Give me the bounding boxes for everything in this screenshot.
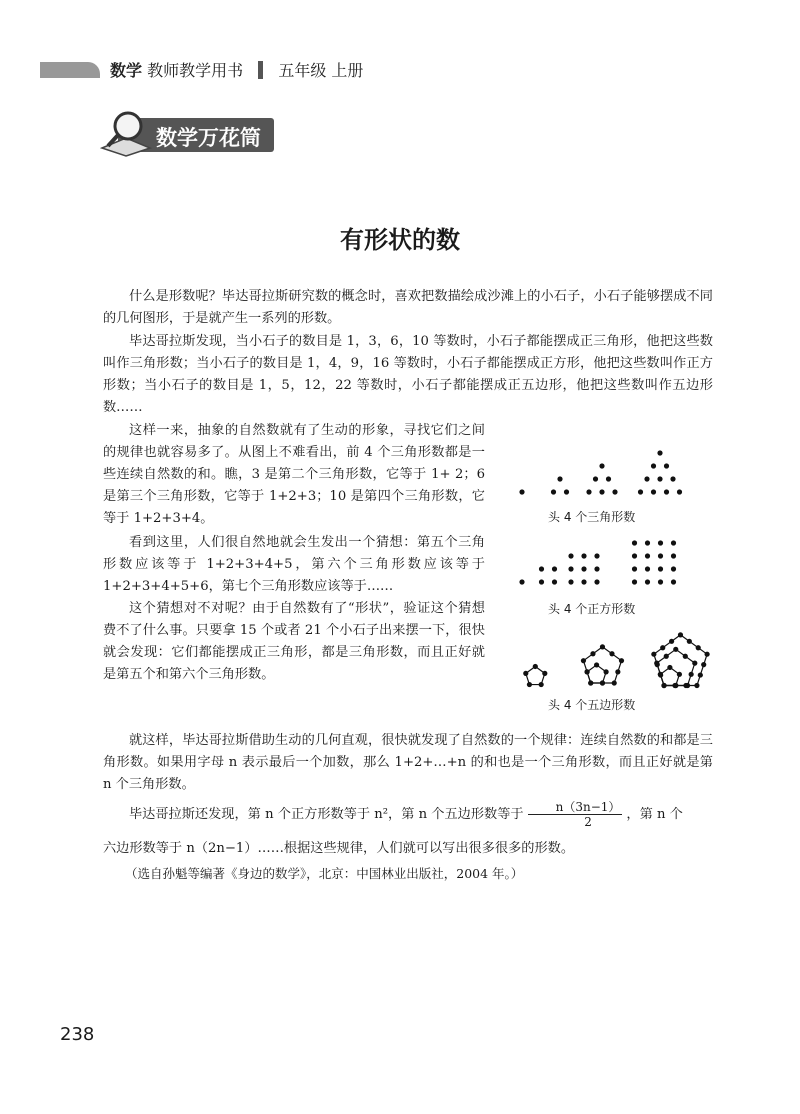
paragraph-6: 就这样，毕达哥拉斯借助生动的几何直观，很快就发现了自然数的一个规律：连续自然数的和都是三角形数。如果用字母 n 表示最后一个加数，那么 1+2+…+n 的和也是一个三角形数，而且正好就是第 n 个三角形数。 bbox=[103, 733, 713, 792]
pentagon-dot bbox=[612, 680, 617, 685]
triangle-dot bbox=[651, 489, 656, 494]
pentagon-dot bbox=[689, 672, 694, 677]
pentagon-dot bbox=[705, 652, 710, 657]
paragraph-7-part-c: 六边形数等于 n（2n−1）……根据这些规律，人们就可以写出很多很多的形数。 bbox=[103, 841, 575, 856]
paragraph-5: 这个猜想对不对呢？由于自然数有了“形状”，验证这个猜想费不了什么事。只要拿 15 个或者 21 个小石子出来摆一下，很快就会发现：它们都能摆成正三角形，都是三角形数，而且正好就是第五个和第六个三角形数。 bbox=[103, 601, 485, 682]
pentagon-numbers-group bbox=[523, 632, 710, 688]
paragraph-1: 什么是形数呢？毕达哥拉斯研究数的概念时，喜欢把数描绘成沙滩上的小石子，小石子能够摆成不同的几何图形，于是就产生一系列的形数。 bbox=[103, 289, 713, 326]
pentagon-dot bbox=[660, 645, 665, 650]
triangle-numbers-group bbox=[519, 450, 682, 494]
fraction-denominator: 2 bbox=[584, 815, 592, 829]
pentagon-formula-fraction bbox=[528, 800, 623, 829]
pentagon-dot bbox=[615, 669, 620, 674]
pentagon-dot bbox=[694, 683, 699, 688]
pentagon-dot bbox=[673, 647, 678, 652]
pentagon-dot bbox=[678, 632, 683, 637]
pentagon-dot bbox=[600, 680, 605, 685]
square-dot bbox=[581, 553, 586, 558]
square-dot bbox=[552, 566, 557, 571]
pentagon-dot bbox=[692, 661, 697, 666]
paragraph-7-part-a: 毕达哥拉斯还发现，第 n 个正方形数等于 n²，第 n 个五边形数等于 bbox=[129, 807, 524, 822]
paragraph-3: 这样一来，抽象的自然数就有了生动的形象，寻找它们之间的规律也就容易多了。从图上不难看出，前 4 个三角形数都是一些连续自然数的和。瞧，3 是第二个三角形数，它等于 1+ 2；6 是第三个三角形数，它等于 1+2+3；10 是第四个三角形数，它等于 1+2+3+4。 bbox=[103, 423, 485, 526]
square-dot bbox=[552, 579, 557, 584]
pentagon-dot bbox=[677, 672, 682, 677]
triangle-dot bbox=[657, 476, 662, 481]
square-dot bbox=[658, 553, 663, 558]
square-dot bbox=[645, 579, 650, 584]
square-dot bbox=[519, 579, 524, 584]
pentagon-dot bbox=[527, 682, 532, 687]
section-badge bbox=[98, 108, 278, 156]
paragraph-4: 看到这里，人们很自然地就会生发出一个猜想：第五个三角形数应该等于 1+2+3+4+5，第六个三角形数应该等于 1+2+3+4+5+6，第七个三角形数应该等于…… bbox=[103, 535, 485, 594]
pentagon-dot bbox=[604, 669, 609, 674]
pentagon-outline bbox=[583, 647, 621, 683]
square-dot bbox=[581, 579, 586, 584]
magnifier-book-icon bbox=[98, 108, 154, 158]
pentagon-dot bbox=[581, 658, 586, 663]
square-dot bbox=[658, 579, 663, 584]
header-subject: 数学 bbox=[110, 61, 143, 80]
paragraph-2: 毕达哥拉斯发现，当小石子的数目是 1，3，6，10 等数时，小石子都能摆成正三角形，他把这些数叫作三角形数；当小石子的数目是 1，4，9，16 等数时，小石子都能摆成正方形，他把这些数叫作正方形数；当小石子的数目是 1，5，12，22 等数时，小石子都能摆成正五边形，他把这些数叫作五边形数…… bbox=[103, 334, 713, 415]
square-dot bbox=[645, 553, 650, 558]
square-dot bbox=[671, 579, 676, 584]
fraction-numerator: n（3n−1） bbox=[528, 800, 623, 815]
caption-square-numbers: 头 4 个正方形数 bbox=[548, 602, 636, 616]
pentagon-dot bbox=[590, 651, 595, 656]
pentagon-outline bbox=[526, 666, 545, 684]
square-dot bbox=[645, 540, 650, 545]
pentagon-dot bbox=[664, 654, 669, 659]
badge-label: 数学万花筒 bbox=[156, 126, 261, 150]
pentagon-dot bbox=[588, 680, 593, 685]
square-dot bbox=[594, 579, 599, 584]
figurate-dots-diagram bbox=[500, 438, 730, 718]
paragraph-7 bbox=[103, 800, 713, 829]
triangle-dot bbox=[657, 450, 662, 455]
triangle-dot bbox=[638, 489, 643, 494]
pentagon-dot bbox=[687, 639, 692, 644]
triangle-dot bbox=[564, 489, 569, 494]
pentagon-dot bbox=[661, 683, 666, 688]
square-dot bbox=[594, 553, 599, 558]
header-book: 教师教学用书 bbox=[147, 61, 244, 80]
square-dot bbox=[632, 553, 637, 558]
square-dot bbox=[658, 566, 663, 571]
square-dot bbox=[568, 566, 573, 571]
triangle-dot bbox=[677, 489, 682, 494]
pentagon-dot bbox=[542, 671, 547, 676]
pentagon-dot bbox=[600, 644, 605, 649]
square-dot bbox=[671, 566, 676, 571]
triangle-dot bbox=[599, 489, 604, 494]
triangle-dot bbox=[664, 489, 669, 494]
caption-triangle-numbers: 头 4 个三角形数 bbox=[548, 510, 636, 524]
header-grade: 五年级 上册 bbox=[278, 61, 364, 80]
square-dot bbox=[539, 579, 544, 584]
square-dot bbox=[594, 566, 599, 571]
pentagon-dot bbox=[655, 662, 660, 667]
pentagon-dot bbox=[651, 652, 656, 657]
triangle-dot bbox=[593, 476, 598, 481]
square-dot bbox=[645, 566, 650, 571]
pentagon-dot bbox=[533, 664, 538, 669]
pentagon-dot bbox=[672, 683, 677, 688]
triangle-dot bbox=[612, 489, 617, 494]
pentagon-dot bbox=[609, 651, 614, 656]
square-dot bbox=[658, 540, 663, 545]
triangle-dot bbox=[606, 476, 611, 481]
triangle-dot bbox=[664, 463, 669, 468]
square-dot bbox=[568, 579, 573, 584]
source-citation: （选自孙魁等编著《身边的数学》，北京：中国林业出版社，2004 年。） bbox=[125, 866, 524, 881]
pentagon-dot bbox=[683, 683, 688, 688]
triangle-dot bbox=[586, 489, 591, 494]
triangle-dot bbox=[644, 476, 649, 481]
square-numbers-group bbox=[519, 540, 676, 584]
pentagon-dot bbox=[619, 658, 624, 663]
pentagon-dot bbox=[539, 682, 544, 687]
running-header bbox=[0, 56, 800, 86]
square-dot bbox=[568, 553, 573, 558]
pentagon-dot bbox=[523, 671, 528, 676]
pentagon-dot bbox=[667, 665, 672, 670]
caption-pentagon-numbers: 头 4 个五边形数 bbox=[548, 698, 636, 712]
figurate-numbers-figure bbox=[500, 438, 730, 718]
square-dot bbox=[539, 566, 544, 571]
triangle-dot bbox=[557, 476, 562, 481]
page-number: 238 bbox=[60, 1024, 95, 1045]
pentagon-dot bbox=[696, 645, 701, 650]
pentagon-dot bbox=[594, 662, 599, 667]
square-dot bbox=[581, 566, 586, 571]
triangle-dot bbox=[599, 463, 604, 468]
pentagon-dot bbox=[669, 639, 674, 644]
pentagon-dot bbox=[683, 654, 688, 659]
triangle-dot bbox=[551, 489, 556, 494]
triangle-dot bbox=[519, 489, 524, 494]
square-dot bbox=[632, 566, 637, 571]
article-title: 有形状的数 bbox=[340, 226, 460, 254]
header-tab-decoration bbox=[40, 62, 100, 78]
square-dot bbox=[632, 579, 637, 584]
header-separator bbox=[258, 61, 263, 79]
square-dot bbox=[671, 540, 676, 545]
pentagon-dot bbox=[698, 672, 703, 677]
triangle-dot bbox=[670, 476, 675, 481]
pentagon-dot bbox=[701, 662, 706, 667]
paragraph-7-part-b: ，第 n 个 bbox=[626, 807, 683, 822]
triangle-dot bbox=[651, 463, 656, 468]
square-dot bbox=[632, 540, 637, 545]
header-text bbox=[110, 58, 363, 81]
pentagon-dot bbox=[584, 669, 589, 674]
square-dot bbox=[671, 553, 676, 558]
paragraph-7-continued bbox=[103, 838, 713, 860]
pentagon-dot bbox=[658, 672, 663, 677]
